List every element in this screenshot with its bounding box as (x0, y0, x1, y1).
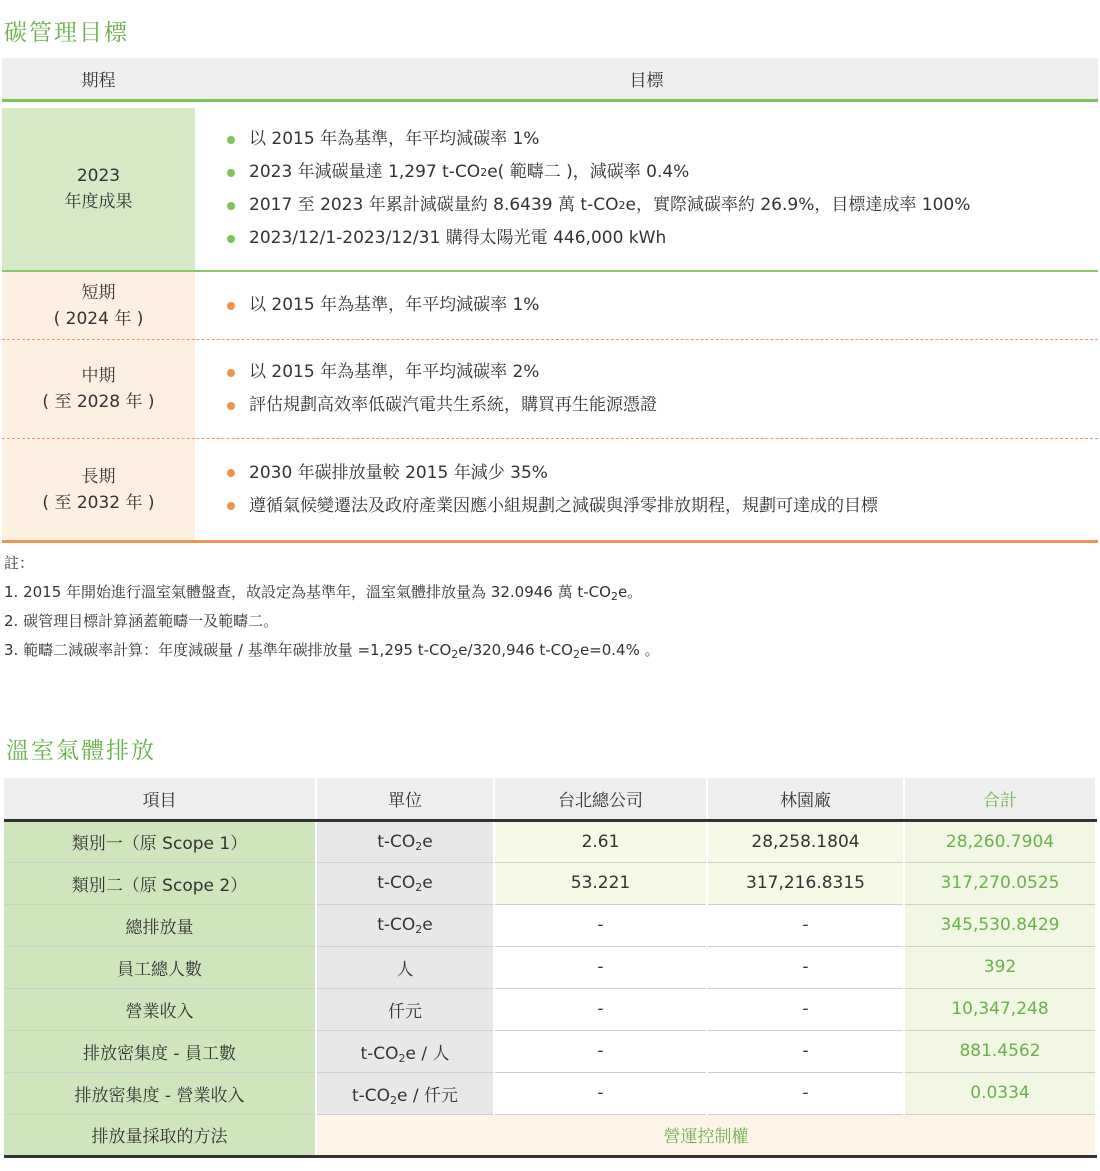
row-unit: $t-CO_2e$ / 人 (316, 1030, 494, 1072)
row-linyuan: - (707, 1072, 904, 1114)
row-label: 中期 ( 至 2028 年 ) (2, 340, 195, 438)
table-row (4, 1072, 1096, 1114)
goal-item: 2023 年減碳量達 1,297 t-CO 2 e( 範疇二 )，減碳率 0.4% (227, 156, 1098, 189)
row-linyuan: - (707, 1030, 904, 1072)
goal-item: 以 2015 年為基準，年平均減碳率 1% (227, 289, 1098, 322)
goal-item: 以 2015 年為基準，年平均減碳率 1% (227, 123, 1098, 156)
row-name: 營業收入 (4, 988, 316, 1030)
bullet-dot-icon (227, 502, 235, 510)
row-name: 類別一（原 Scope 1） (4, 820, 316, 862)
notes (4, 549, 1094, 665)
row-taipei: - (494, 988, 707, 1030)
row-linyuan: 28,258.1804 (707, 820, 904, 862)
row-linyuan: - (707, 904, 904, 946)
row-taipei: - (494, 1072, 707, 1114)
goals-row-short-term (2, 272, 1098, 340)
row-unit: $t-CO_2e$ (316, 820, 494, 862)
table-row (4, 1030, 1096, 1072)
row-total: 392 (904, 946, 1096, 988)
table-row (4, 862, 1096, 904)
table-row (4, 820, 1096, 862)
row-unit: 仟元 (316, 988, 494, 1030)
carbon-goals-title: 碳管理目標 (4, 20, 129, 46)
row-linyuan: - (707, 946, 904, 988)
table-row (4, 988, 1096, 1030)
note-1: 1. 2015 年開始進行溫室氣體盤查，故設定為基準年，溫室氣體排放量為 32.0946 萬 $t-CO_2e$。 (4, 583, 643, 603)
method-name: 排放量採取的方法 (4, 1114, 316, 1156)
carbon-goals-table (2, 58, 1098, 543)
goal-item: 2017 至 2023 年累計減碳量約 8.6439 萬 t-CO 2 e，實際減碳率約 26.9%，目標達成率 100% (227, 189, 1098, 222)
row-label: 2023 年度成果 (2, 108, 195, 270)
goal-item: 2030 年碳排放量較 2015 年減少 35% (227, 457, 1098, 490)
goals-row-mid-term (2, 340, 1098, 439)
row-label: 短期 ( 2024 年 ) (2, 272, 195, 339)
row-name: 總排放量 (4, 904, 316, 946)
row-taipei: 53.221 (494, 862, 707, 904)
row-name: 排放密集度 - 員工數 (4, 1030, 316, 1072)
row-taipei: - (494, 1030, 707, 1072)
row-taipei: 2.61 (494, 820, 707, 862)
row-name: 類別二（原 Scope 2） (4, 862, 316, 904)
header-taipei: 台北總公司 (494, 778, 707, 820)
ghg-emissions-title: 溫室氣體排放 (6, 738, 156, 764)
row-total: 317,270.0525 (904, 862, 1096, 904)
goal-item: 以 2015 年為基準，年平均減碳率 2% (227, 356, 1098, 389)
header-unit: 單位 (316, 778, 494, 820)
header-period: 期程 (81, 71, 116, 91)
row-total: 345,530.8429 (904, 904, 1096, 946)
row-total: 881.4562 (904, 1030, 1096, 1072)
row-unit: $t-CO_2e$ (316, 862, 494, 904)
row-name: 排放密集度 - 營業收入 (4, 1072, 316, 1114)
header-linyuan: 林園廠 (707, 778, 904, 820)
table-row (4, 904, 1096, 946)
row-total: 0.0334 (904, 1072, 1096, 1114)
table-row-method (4, 1114, 1096, 1156)
row-unit: $t-CO_2e$ / 仟元 (316, 1072, 494, 1114)
bullet-dot-icon (227, 136, 235, 144)
row-unit: 人 (316, 946, 494, 988)
bullet-dot-icon (227, 369, 235, 377)
goal-item: 評估規劃高效率低碳汽電共生系統，購買再生能源憑證 (227, 389, 1098, 422)
bullet-dot-icon (227, 469, 235, 477)
notes-heading: 註： (4, 554, 35, 572)
row-name: 員工總人數 (4, 946, 316, 988)
goals-header (2, 58, 1098, 102)
row-label: 長期 ( 至 2032 年 ) (2, 439, 195, 540)
row-taipei: - (494, 946, 707, 988)
goals-row-long-term (2, 439, 1098, 543)
row-linyuan: - (707, 988, 904, 1030)
bullet-dot-icon (227, 235, 235, 243)
row-total: 28,260.7904 (904, 820, 1096, 862)
bullet-dot-icon (227, 202, 235, 210)
ghg-emissions-table (4, 778, 1097, 1158)
goal-item: 2023/12/1-2023/12/31 購得太陽光電 446,000 kWh (227, 222, 1098, 255)
goals-row-2023-results (2, 108, 1098, 272)
row-linyuan: 317,216.8315 (707, 862, 904, 904)
row-unit: $t-CO_2e$ (316, 904, 494, 946)
note-2: 2. 碳管理目標計算涵蓋範疇一及範疇二。 (4, 612, 279, 630)
method-value: 營運控制權 (316, 1114, 1096, 1156)
row-total: 10,347,248 (904, 988, 1096, 1030)
table-row (4, 946, 1096, 988)
bullet-dot-icon (227, 169, 235, 177)
goal-item: 遵循氣候變遷法及政府產業因應小組規劃之減碳與淨零排放期程，規劃可達成的目標 (227, 490, 1098, 523)
bullet-dot-icon (227, 402, 235, 410)
header-total: 合計 (904, 778, 1096, 820)
header-item: 項目 (4, 778, 316, 820)
bullet-dot-icon (227, 302, 235, 310)
row-taipei: - (494, 904, 707, 946)
table-header-row (4, 778, 1096, 820)
note-3: 3. 範疇二減碳率計算：年度減碳量 / 基準年碳排放量 =1,295 $t-CO_2e/320,946$ $t-CO_2e=0.4\%$ 。 (4, 641, 660, 661)
header-goal: 目標 (629, 71, 664, 91)
